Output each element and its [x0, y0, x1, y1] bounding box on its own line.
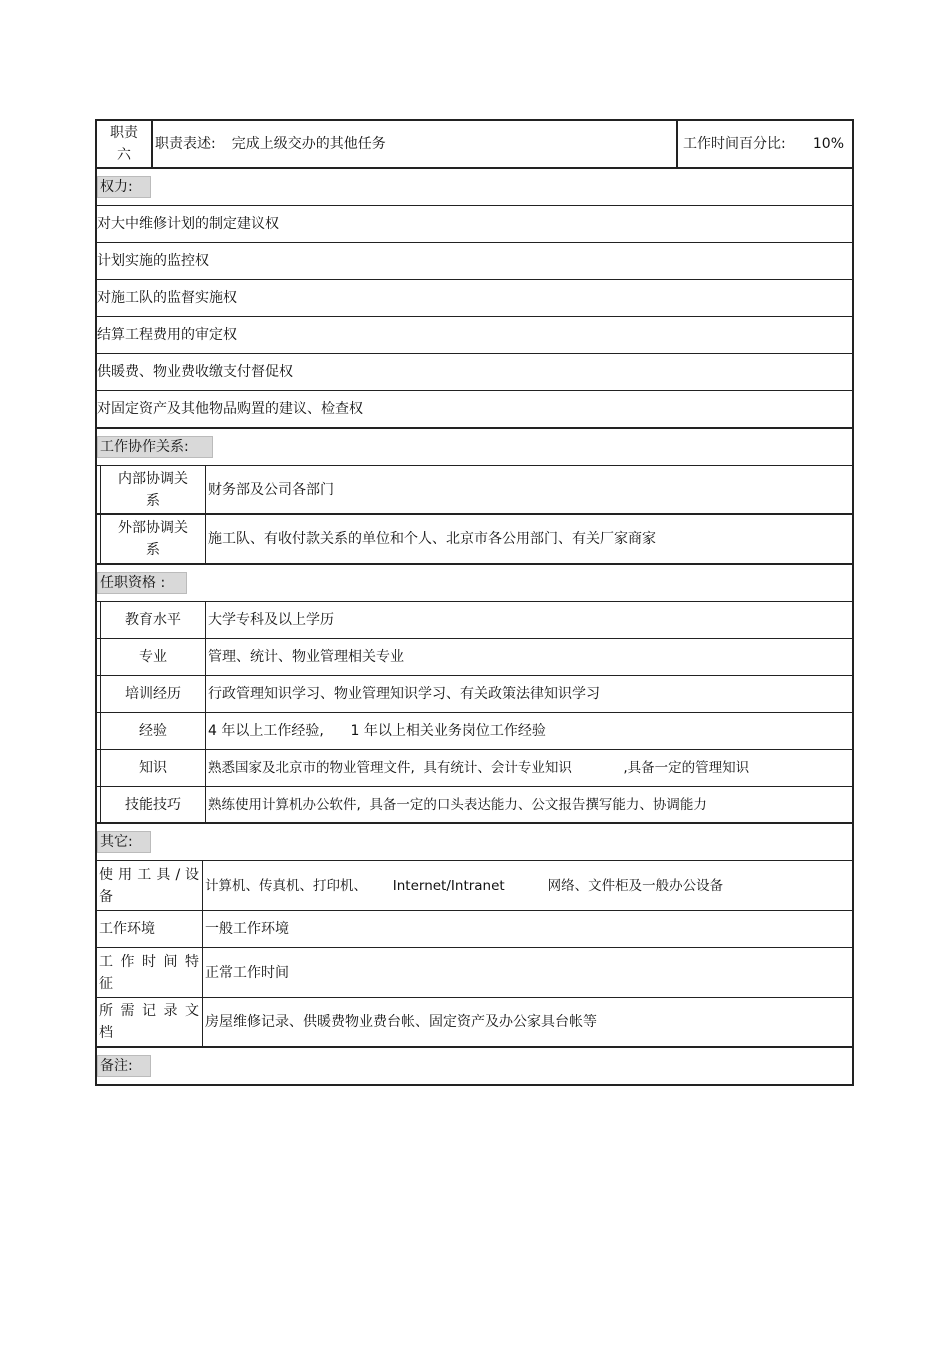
relation-label-b: 系	[146, 542, 160, 558]
qualification-value: 4 年以上工作经验, 1 年以上相关业务岗位工作经验	[208, 723, 546, 739]
qualification-row	[95, 713, 854, 750]
qualification-value: 大学专科及以上学历	[208, 612, 334, 628]
authority-title: 权力:	[97, 176, 151, 198]
qualification-row	[95, 676, 854, 713]
relation-label-b: 系	[146, 492, 160, 509]
job-description-form	[95, 119, 854, 1086]
authority-item	[95, 280, 854, 317]
percent-label: 工作时间百分比:	[683, 136, 786, 152]
relation-label-a: 外部协调关	[118, 520, 188, 536]
others-title: 其它:	[97, 831, 151, 853]
other-row	[95, 911, 854, 948]
other-row	[95, 948, 854, 998]
qualifications-header-row	[95, 565, 854, 602]
authority-item-text: 结算工程费用的审定权	[97, 327, 237, 343]
relation-value: 财务部及公司各部门	[208, 481, 334, 498]
other-label-cell	[97, 998, 203, 1046]
other-value: 计算机、传真机、打印机、 Internet/Intranet 网络、文件柜及一般办公设备	[205, 877, 724, 894]
other-label-a: 使 用 工 具 / 设	[99, 866, 199, 883]
authority-item-text: 计划实施的监控权	[97, 253, 209, 269]
qualification-label: 知识	[100, 750, 206, 786]
other-label-b: 备	[99, 888, 113, 905]
qualification-value: 熟悉国家及北京市的物业管理文件, 具有统计、会计专业知识 ,具备一定的管理知识	[208, 760, 750, 776]
qualification-label: 技能技巧	[100, 787, 206, 822]
other-label-a: 所 需 记 录 文	[99, 1003, 199, 1019]
relation-row	[95, 515, 854, 565]
duty-label-line1: 职责	[110, 125, 138, 141]
duty-desc-label: 职责表述:	[155, 136, 216, 152]
authority-item	[95, 317, 854, 354]
other-row	[95, 998, 854, 1048]
other-value: 一般工作环境	[205, 921, 289, 937]
duty-desc-text: 完成上级交办的其他任务	[231, 136, 386, 152]
other-label-cell	[97, 948, 203, 997]
qualification-row	[95, 639, 854, 676]
relation-value-cell	[206, 515, 852, 563]
remarks-row	[95, 1048, 854, 1086]
qualification-row	[95, 750, 854, 787]
relation-label-cell	[100, 515, 206, 563]
authority-item	[95, 354, 854, 391]
relation-label-cell	[100, 466, 206, 513]
authority-item-text: 对大中维修计划的制定建议权	[97, 216, 279, 232]
other-label-a: 工作环境	[99, 921, 155, 937]
qualifications-title: 任职资格 :	[97, 572, 187, 594]
qualification-value: 行政管理知识学习、物业管理知识学习、有关政策法律知识学习	[208, 686, 600, 702]
remarks-title: 备注:	[97, 1055, 151, 1077]
authority-item-text: 对施工队的监督实施权	[97, 290, 237, 306]
qualification-label: 教育水平	[100, 602, 206, 638]
other-label-b: 征	[99, 975, 113, 992]
other-value: 房屋维修记录、供暖费物业费台帐、固定资产及办公家具台帐等	[205, 1014, 597, 1030]
other-row	[95, 861, 854, 911]
authority-item	[95, 206, 854, 243]
qualification-row	[95, 787, 854, 824]
duty-row	[95, 119, 854, 169]
duty-description-cell	[153, 121, 678, 167]
authority-item-text: 供暖费、物业费收缴支付督促权	[97, 364, 293, 380]
qualification-label: 专业	[100, 639, 206, 675]
other-label-cell	[97, 911, 203, 947]
other-label-cell	[97, 861, 203, 910]
qualification-label: 培训经历	[100, 676, 206, 712]
other-label-b: 档	[99, 1025, 113, 1041]
authority-item	[95, 391, 854, 429]
relation-label-a: 内部协调关	[118, 470, 188, 487]
authority-item-text: 对固定资产及其他物品购置的建议、检查权	[97, 401, 363, 417]
qualification-value: 管理、统计、物业管理相关专业	[208, 649, 404, 665]
others-header-row	[95, 824, 854, 861]
duty-label-line2: 六	[117, 147, 131, 163]
other-value: 正常工作时间	[205, 964, 289, 981]
qualification-value: 熟练使用计算机办公软件, 具备一定的口头表达能力、公文报告撰写能力、协调能力	[208, 796, 707, 813]
percent-value: 10%	[812, 136, 844, 152]
relation-row	[95, 466, 854, 515]
relations-header-row	[95, 429, 854, 466]
relations-title: 工作协作关系:	[97, 436, 213, 458]
duty-percent-cell	[678, 121, 852, 167]
qualification-label: 经验	[100, 713, 206, 749]
authority-item	[95, 243, 854, 280]
authority-header-row	[95, 169, 854, 206]
duty-number-cell	[97, 121, 153, 167]
qualification-row	[95, 602, 854, 639]
relation-value: 施工队、有收付款关系的单位和个人、北京市各公用部门、有关厂家商家	[208, 531, 656, 547]
relation-value-cell	[206, 466, 852, 513]
other-label-a: 工 作 时 间 特	[99, 953, 199, 970]
